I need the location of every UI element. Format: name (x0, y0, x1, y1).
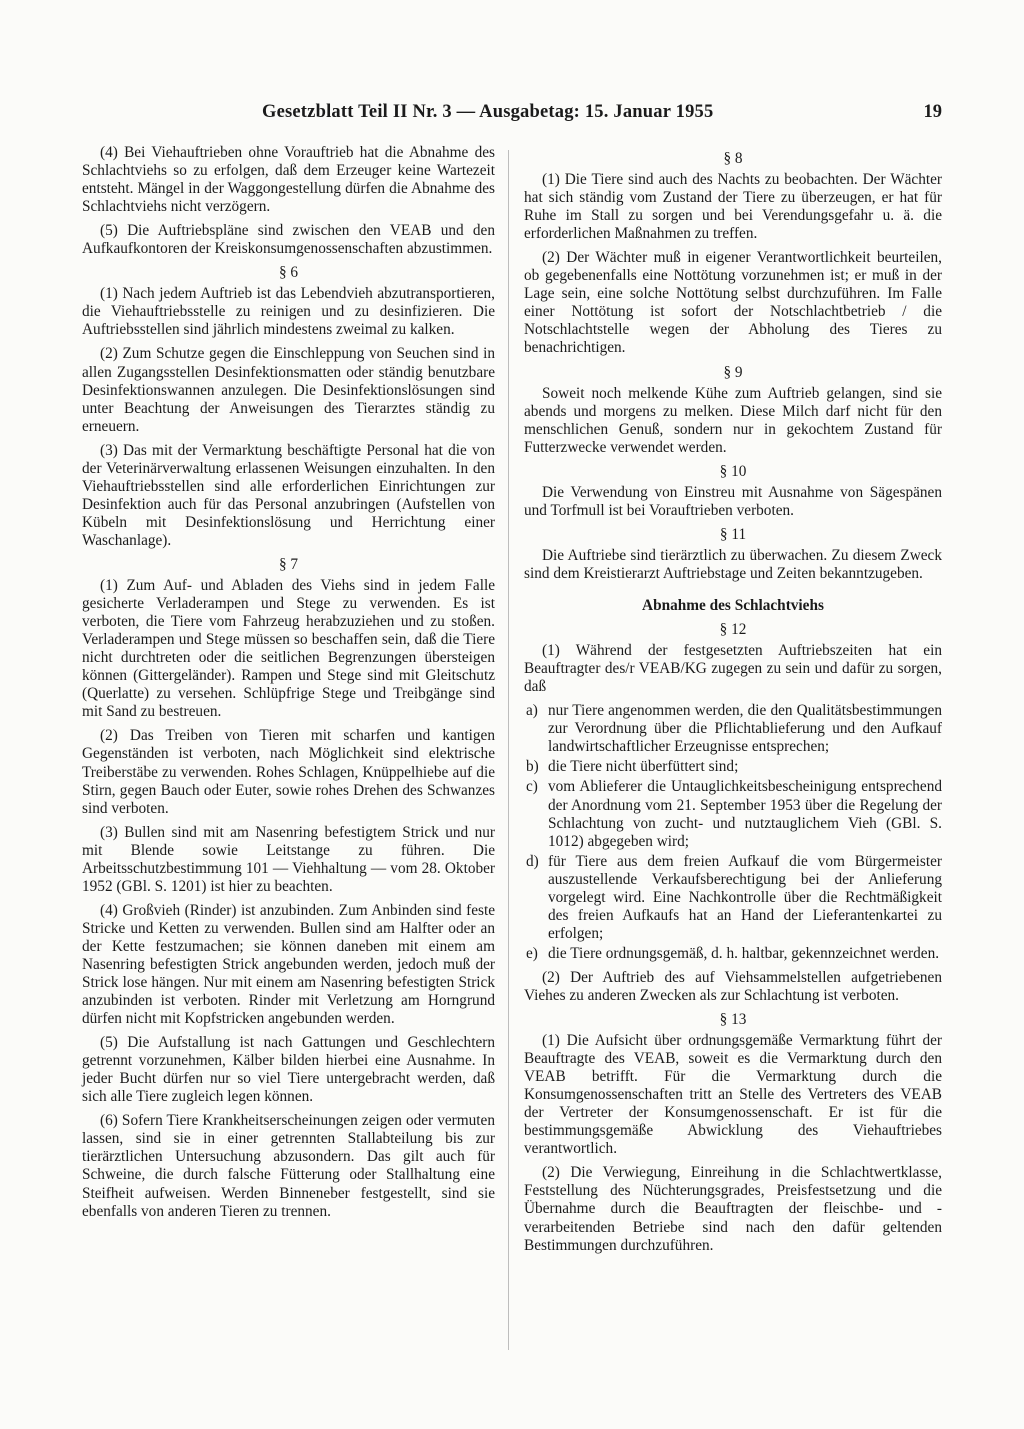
section-heading-13: § 13 (719, 1011, 747, 1029)
list-item-label: e) (526, 944, 538, 962)
paragraph: (2) Der Auftrieb des auf Viehsammelstellen aufgetriebenen Viehes zu anderen Zwecken als zur Schlachtung ist verboten. (524, 968, 942, 1004)
section-heading-12: § 12 (719, 621, 747, 639)
paragraph: (1) Nach jedem Auftrieb ist das Lebendvieh abzutransportieren, die Viehauftriebsstelle zu reinigen und zu desinfizieren. Die Auftriebsstellen sind jährlich mindestens zweimal zu kalken. (82, 285, 495, 339)
paragraph: (5) Die Aufstallung ist nach Gattungen und Geschlechtern getrennt vorzunehmen, Kälber bilden hierbei eine Ausnahme. In jeder Bucht dürfen nur so viel Tiere untergebracht werden, daß sich alle Tiere zugleich legen können. (82, 1034, 495, 1106)
list-item (524, 945, 942, 963)
page-number: 19 (923, 102, 942, 122)
subheading: Abnahme des Schlachtviehs (642, 597, 824, 615)
paragraph: (2) Die Verwiegung, Einreihung in die Schlachtwertklasse, Feststellung des Nüchterungsgrades, Preisfestsetzung und die Übernahme durch die Beauftragten der fleischbe- und -verarbeitenden Betriebe sind nach den dafür geltenden Bestimmungen durchzuführen. (524, 1164, 942, 1254)
list-item (524, 778, 942, 850)
paragraph: (5) Die Auftriebspläne sind zwischen den VEAB und den Aufkaufkontoren der Kreiskonsumgenossenschaften abzustimmen. (82, 222, 495, 258)
list-item (524, 758, 942, 776)
left-column (82, 144, 495, 1227)
paragraph: (4) Großvieh (Rinder) ist anzubinden. Zum Anbinden sind feste Stricke und Ketten zu verwenden. Bullen sind am Halfter oder an der Kette festzumachen; sie können daneben mit einem am Nasenring befestigten Strick angebunden werden, jedoch muß der Strick lose hängen. Nur mit einem am Nasenring befestigten Strick anzubinden ist verboten. Rinder mit Verletzung am Horngrund dürfen nicht mit Kopfstricken angebunden werden. (82, 901, 495, 1028)
paragraph: Die Verwendung von Einstreu mit Ausnahme von Sägespänen und Torfmull ist bei Vorauftrieben verboten. (524, 483, 942, 519)
paragraph: Die Auftriebe sind tierärztlich zu überwachen. Zu diesem Zweck sind dem Kreistierarzt Auftriebstage und Zeiten bekanntzugeben. (524, 546, 942, 582)
paragraph: (3) Das mit der Vermarktung beschäftigte Personal hat die von der Veterinärverwaltung erlassenen Weisungen einzuhalten. In den Viehauftriebsstellen sind alle erforderlichen Einrichtungen zur Desinfektion auch für das Personal anzubringen (Aufstellen von Kübeln mit Desinfektionslösung und Herrichtung einer Waschanlage). (82, 441, 495, 549)
list-item-label: b) (526, 758, 539, 776)
right-column (524, 144, 942, 1261)
list-item (524, 853, 942, 943)
paragraph: (2) Zum Schutze gegen die Einschleppung von Seuchen sind in allen Zugangsstellen Desinfektionsmatten oder ständig benutzbare Desinfektionswannen anzulegen. Die Desinfektionslösungen sind unter Beachtung der Anweisungen des Tierarztes ständig zu erneuern. (82, 345, 495, 435)
list-item-text: die Tiere ordnungsgemäß, d. h. haltbar, gekennzeichnet werden. (548, 944, 940, 962)
list-item (524, 702, 942, 756)
paragraph: Soweit noch melkende Kühe zum Auftrieb gelangen, sind sie abends und morgens zu melken. Diese Milch darf nicht für den menschlichen Genuß, sondern nur in gekochtem Zustand für Futterzwecke verwendet werden. (524, 384, 942, 456)
paragraph: (6) Sofern Tiere Krankheitserscheinungen zeigen oder vermuten lassen, sind sie in einer getrennten Stallabteilung bis zur tierärztlichen Untersuchung abzusondern. Das gilt auch für Schweine, die durch falsche Fütterung oder Stallhaltung eine Steifheit aufweisen. Werden Binneneber festgestellt, sind sie ebenfalls von anderen Tieren zu trennen. (82, 1112, 495, 1220)
column-divider (508, 150, 509, 1350)
list-item-label: d) (526, 852, 539, 870)
list-item-label: a) (526, 702, 538, 720)
paragraph: (1) Die Aufsicht über ordnungsgemäße Vermarktung führt der Beauftragte des VEAB, soweit es die Vermarktung durch den VEAB betrifft. Für die Vermarktung durch die Konsumgenossenschaften tritt an Stelle des Vertreters des VEAB der Vertreter der Konsumgenossenschaft. Er ist für die bestimmungsgemäße Abwicklung des Viehauftriebes verantwortlich. (524, 1032, 942, 1158)
paragraph: (2) Das Treiben von Tieren mit scharfen und kantigen Gegenständen ist verboten, nach Möglichkeit sind elektrische Treiberstäbe zu verwenden. Rohes Schlagen, Knüppelhiebe auf die Stirn, gegen Bauch oder Euter, sowie rohes Drehen des Schwanzes sind verboten. (82, 727, 495, 817)
paragraph: (3) Bullen sind mit am Nasenring befestigtem Strick und nur mit Blende sowie Leitstange zu führen. Die Arbeitsschutzbestimmung 101 — Viehhaltung — vom 28. Oktober 1952 (GBl. S. 1201) ist hier zu beachten. (82, 823, 495, 895)
list-item-label: c) (526, 778, 538, 796)
page-header (82, 102, 942, 128)
section-heading-11: § 11 (719, 525, 747, 543)
list-item-text: nur Tiere angenommen werden, die den Qualitätsbestimmungen zur Verordnung über die Pflichtablieferung und den Aufkauf landwirtschaftlicher Erzeugnisse entsprechen; (548, 702, 942, 756)
list-item-text: die Tiere nicht überfüttert sind; (548, 758, 739, 776)
paragraph: (1) Die Tiere sind auch des Nachts zu beobachten. Der Wächter hat sich ständig vom Zustand der Tiere zu überzeugen, er hat für Ruhe im Stall zu sorgen und bei Verendungsgefahr u. ä. die erforderlichen Maßnahmen zu treffen. (524, 171, 942, 243)
section-heading-8: § 8 (723, 150, 743, 167)
paragraph: (1) Während der festgesetzten Auftriebszeiten hat ein Beauftragter des/r VEAB/KG zugegen zu sein und dafür zu sorgen, daß (524, 642, 942, 696)
paragraph: (1) Zum Auf- und Abladen des Viehs sind in jedem Falle gesicherte Verladerampen und Stege zu verwenden. Es ist verboten, die Tiere vom Fahrzeug herabzuziehen und zu stoßen. Verladerampen und Stege müssen so beschaffen sein, daß die Tiere nicht durchtreten oder die seitlichen Begrenzungen übersteigen können (Gittergeländer). Rampen und Stege sind mit Gleitschutz (Querlatte) zu versehen. Schlüpfrige Stege und Treibgänge sind mit Sand zu bestreuen. (82, 577, 495, 721)
header-title: Gesetzblatt Teil II Nr. 3 — Ausgabetag: 15. Januar 1955 (262, 102, 714, 122)
section-heading-6: § 6 (278, 264, 299, 282)
section-heading-7: § 7 (278, 555, 299, 573)
paragraph: (4) Bei Viehauftrieben ohne Vorauftrieb hat die Abnahme des Schlachtviehs so zu erfolgen, daß dem Erzeuger keine Wartezeit entsteht. Mängel in der Waggongestellung dürfen die Abnahme des Schlachtviehs nicht verzögern. (82, 144, 495, 216)
section-heading-9: § 9 (723, 363, 743, 381)
section-heading-10: § 10 (719, 462, 747, 480)
list-item-text: vom Ablieferer die Untauglichkeitsbescheinigung entsprechend der Anordnung vom 21. September 1953 über die Regelung der Schlachtung von zucht- und nutztauglichem Vieh (GBl. S. 1012) abgegeben wird; (548, 778, 942, 850)
enumerated-list (524, 702, 942, 963)
list-item-text: für Tiere aus dem freien Aufkauf die vom Bürgermeister auszustellende Verkaufsberechtigung bei der Anlieferung vorgelegt wird. Eine Nachkontrolle über die Rechtmäßigkeit des freien Aufkaufs hat an Hand der Lieferantenkartei zu erfolgen; (548, 852, 942, 942)
paragraph: (2) Der Wächter muß in eigener Verantwortlichkeit beurteilen, ob gegebenenfalls eine Nottötung vorzunehmen ist; er muß in der Lage sein, eine solche Nottötung selbst durchzuführen. Im Falle einer Nottötung ist sofort der Notschlachtbetrieb / die Notschlachtstelle wegen der Abholung des Tieres zu benachrichtigen. (524, 249, 942, 357)
